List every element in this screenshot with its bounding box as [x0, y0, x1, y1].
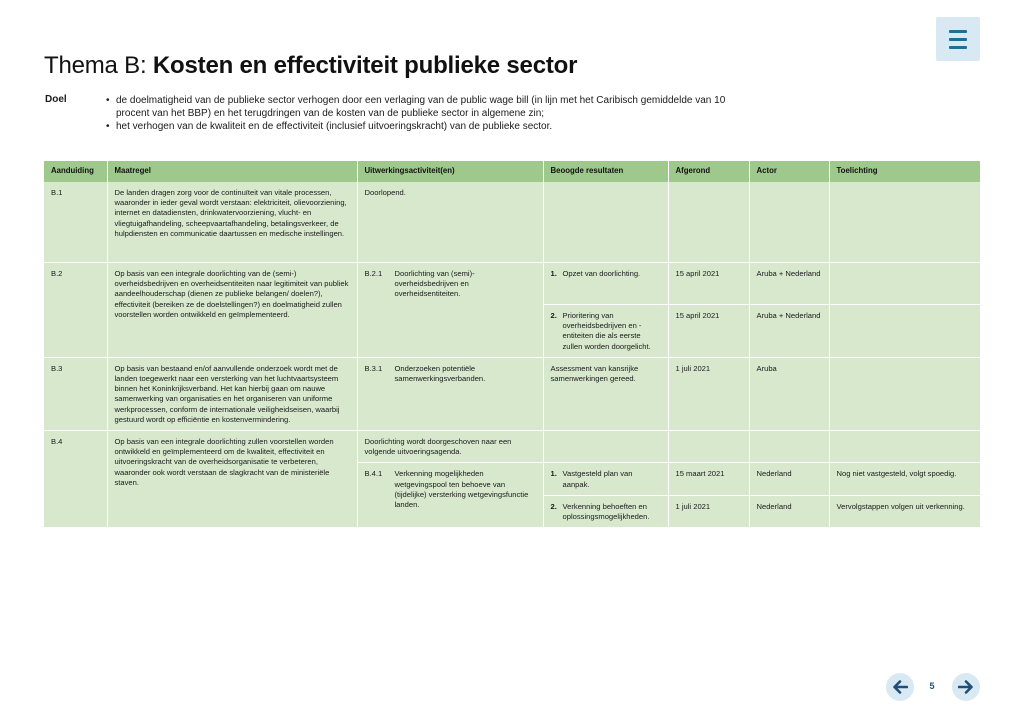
title-prefix: Thema B: — [44, 52, 147, 79]
cell-date: 1 juli 2021 — [668, 495, 749, 527]
cell-date — [668, 431, 749, 463]
header-aanduiding: Aanduiding — [44, 161, 107, 182]
cell-actor: Nederland — [749, 495, 829, 527]
cell-result — [543, 495, 668, 527]
cell-result — [543, 263, 668, 305]
cell-activiteit — [357, 463, 543, 528]
result-number: 2. — [550, 311, 557, 320]
cell-id: B.4 — [44, 431, 107, 528]
cell-actor — [749, 431, 829, 463]
cell-date: 15 april 2021 — [668, 305, 749, 358]
cell-activiteit — [357, 357, 543, 430]
activity-number: B.4.1 — [364, 469, 383, 479]
cell-note: Nog niet vastgesteld, volgt spoedig. — [829, 463, 980, 495]
menu-button[interactable] — [936, 17, 980, 61]
cell-note — [829, 263, 980, 305]
page-number: 5 — [929, 681, 935, 691]
cell-result — [543, 182, 668, 263]
header-afgerond: Afgerond — [668, 161, 749, 182]
cell-activiteit — [357, 263, 543, 358]
cell-actor: Nederland — [749, 463, 829, 495]
header-uitwerkingsactiviteiten: Uitwerkingsactiviteit(en) — [357, 161, 543, 182]
result-text: Prioritering van overheidsbedrijven en -entiteiten die als eerste zullen worden doorgelicht. — [562, 311, 651, 351]
cell-date: 1 juli 2021 — [668, 357, 749, 430]
cell-note — [829, 305, 980, 358]
doel-item-text: de doelmatigheid van de publieke sector verhogen door een verlaging van de public wage bill (in lijn met het Caribisch gemiddelde van 10 procent van het BBP) en het terugdringen van de kosten van de publieke sector in algemene zin; — [116, 95, 726, 119]
header-beoogde-resultaten: Beoogde resultaten — [543, 161, 668, 182]
activity-text: Doorlichting van (semi)-overheidsbedrijven en overheidsentiteiten. — [394, 269, 475, 299]
cell-result — [543, 463, 668, 495]
hamburger-icon — [949, 30, 967, 33]
cell-note — [829, 431, 980, 463]
cell-id: B.1 — [44, 182, 107, 263]
measures-table — [44, 161, 980, 528]
activity-number: B.2.1 — [364, 269, 383, 278]
table-row — [44, 357, 980, 430]
previous-page-button[interactable] — [886, 673, 914, 701]
doel-label: Doel — [45, 94, 67, 105]
cell-date: 15 april 2021 — [668, 263, 749, 305]
activity-text: Onderzoeken potentiële samenwerkingsverbanden. — [394, 363, 486, 384]
doel-item — [106, 120, 746, 133]
header-toelichting: Toelichting — [829, 161, 980, 182]
cell-maatregel: Op basis van een integrale doorlichting zullen voorstellen worden ontwikkeld en geïmplementeerd om de kwaliteit, effectiviteit en uitvoeringskracht van de overheidsorganisatie te verbeteren, waaronder ook wordt verstaan de slagkracht van de ministeriële staven. — [107, 431, 357, 528]
hamburger-icon-line — [949, 46, 967, 49]
cell-date — [668, 182, 749, 263]
cell-actor — [749, 182, 829, 263]
title-main: Kosten en effectiviteit publieke sector — [152, 52, 578, 79]
doel-list — [106, 94, 746, 133]
cell-result — [543, 305, 668, 358]
table-row — [44, 431, 980, 463]
result-number: 2. — [550, 501, 557, 511]
cell-actor: Aruba + Nederland — [749, 305, 829, 358]
doel-item-text: het verhogen van de kwaliteit en de effectiviteit (inclusief uitvoeringskracht) van de publieke sector. — [116, 121, 553, 132]
arrow-left-icon — [892, 680, 908, 694]
cell-activiteit: Doorlopend. — [357, 182, 543, 263]
activity-number: B.3.1 — [364, 363, 383, 373]
bullet-icon: • — [106, 95, 110, 106]
cell-note — [829, 182, 980, 263]
cell-result — [543, 431, 668, 463]
cell-note: Vervolgstappen volgen uit verkenning. — [829, 495, 980, 527]
cell-actor: Aruba + Nederland — [749, 263, 829, 305]
header-actor: Actor — [749, 161, 829, 182]
doel-item — [106, 94, 746, 120]
activity-text: Verkenning mogelijkheden wetgevingspool ten behoeve van (tijdelijke) versterking wetgevingsfunctie landen. — [394, 469, 529, 510]
cell-actor: Aruba — [749, 357, 829, 430]
cell-date: 15 maart 2021 — [668, 463, 749, 495]
next-page-button[interactable] — [952, 673, 980, 701]
header-maatregel: Maatregel — [107, 161, 357, 182]
cell-maatregel: De landen dragen zorg voor de continuïteit van vitale processen, waaronder in ieder geval wordt verstaan: elektriciteit, olievoorziening, internet en datadiensten, drinkwatervoorziening, vlucht- en vliegtuigafhandeling, scheepvaartafhandeling, betalingsverkeer, de hulpdiensten en communicatie daartussen en medische instellingen. — [107, 182, 357, 263]
bullet-icon: • — [106, 121, 110, 132]
table-header-row — [44, 161, 980, 182]
table-row — [44, 182, 980, 263]
cell-result: Assessment van kansrijke samenwerkingen gereed. — [543, 357, 668, 430]
result-text: Opzet van doorlichting. — [562, 269, 641, 278]
cell-activiteit: Doorlichting wordt doorgeschoven naar een volgende uitvoeringsagenda. — [357, 431, 543, 463]
result-number: 1. — [550, 469, 557, 479]
arrow-right-icon — [958, 680, 974, 694]
hamburger-icon-line — [949, 38, 967, 41]
cell-id: B.2 — [44, 263, 107, 358]
cell-maatregel: Op basis van een integrale doorlichting van de (semi-) overheidsbedrijven en overheidsentiteiten naar legitimiteit van publiek aandeelhouderschap (dienen ze publieke belangen/ doelen?), effectiviteit (bereiken ze de doelstellingen?) en doelmatigheid zullen voorstellen worden ontwikkeld en geïmplementeerd. — [107, 263, 357, 358]
result-text: Verkenning behoeften en oplossingsmogelijkheden. — [562, 501, 650, 522]
table-row — [44, 263, 980, 305]
cell-note — [829, 357, 980, 430]
page-title — [44, 52, 577, 80]
cell-maatregel: Op basis van bestaand en/of aanvullende onderzoek wordt met de landen toegewerkt naar een versterking van het luchtvaartsysteem binnen het Koninkrijksverband. Het kan hierbij gaan om nauwe samenwerking van organisaties en het organiseren van uniforme werkprocessen, conform de internationale veiligheidseisen, waarbij gestuurd wordt op efficiëntie en kostenvermindering. — [107, 357, 357, 430]
result-text: Vastgesteld plan van aanpak. — [562, 469, 633, 489]
cell-id: B.3 — [44, 357, 107, 430]
result-number: 1. — [550, 269, 557, 278]
